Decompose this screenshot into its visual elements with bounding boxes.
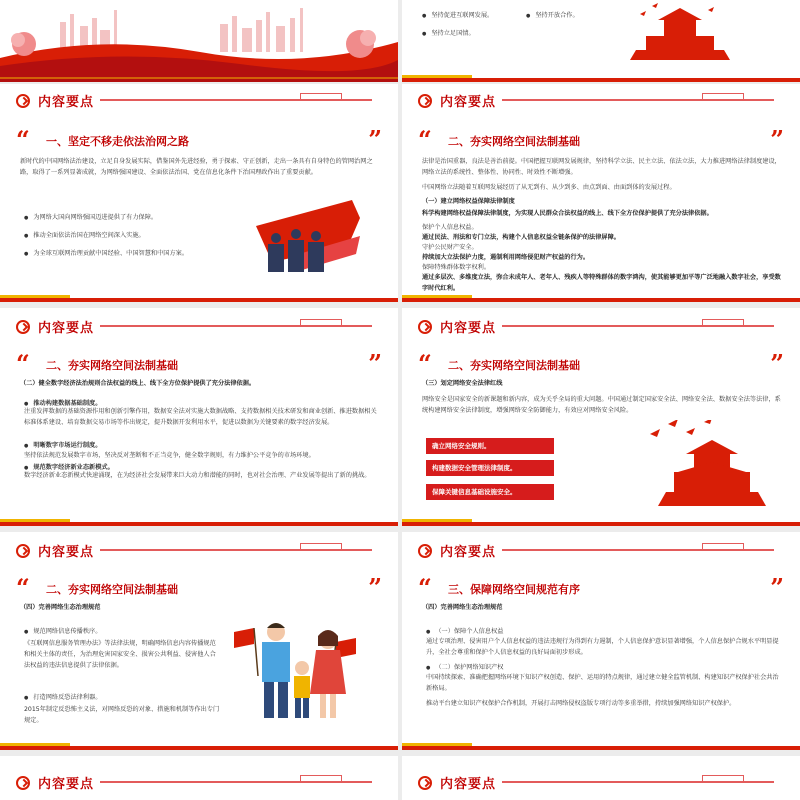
paragraph: 坚持依法规范发展数字市场，坚决反对垄断和不正当竞争，健全数字规则，有力维护公平竞争的市场环境。 [24, 452, 315, 459]
slide-bottom-left [0, 756, 398, 800]
paragraph: 科学构建网络权益保障法律制度，为实现人民群众合法权益的线上、线下全方位保护提供了充分法律依据。 [422, 210, 713, 217]
section-title: “ 三、保障网络空间规范有序 ” [418, 573, 784, 602]
footer-bar [402, 522, 800, 526]
quote-open-icon: “ [16, 125, 30, 154]
paragraph: 注重发挥数据的基础资源作用和创新引擎作用，数据安全法对实施大数据战略、支持数据相关技术研发和商业创新、推进数据相关标准体系建设、培育数据交易市场等作出规定，提升数据开发利用水平，促进以数据为关键要素的数字经济发展。 [24, 408, 377, 426]
list-item: ● 坚持促进互联网发展。 [422, 10, 493, 19]
list-item: ● （二）保护网络知识产权 [426, 662, 503, 671]
header-title: 内容要点 [38, 95, 95, 110]
slide-header [0, 538, 398, 564]
paragraph: 数字经济新业态新模式快速涌现，在为经济社会发展带来巨大动力和潜能的同时，也对社会治理、产业发展等提出了新的挑战。 [24, 472, 371, 479]
quote-close-icon: ” [770, 349, 784, 378]
chevron-circle-icon [16, 320, 30, 334]
paragraph: 《互联网信息服务管理办法》等法律法规，明确网络信息内容传播规范和相关主体的责任，为治理危害国家安全、损害公共利益、侵害他人合法权益的违法信息提供了法律依据。 [24, 640, 216, 669]
slide-3 [0, 308, 398, 526]
paragraph: 2015年制定反恐怖主义法，对网络反恐的对象、措施和机制等作出专门规定。 [24, 706, 220, 724]
list-item: ● 推动全面依法治国在网络空间深入实施。 [24, 230, 145, 239]
footer-bar [402, 746, 800, 750]
paragraph: 推动平台建立知识产权保护合作机制，开展打击网络侵权盗版专项行动等多重举措，持续加强网络知识产权保护。 [426, 700, 736, 707]
paragraph: 通过多层次、多维度立法，弥合未成年人、老年人、残疾人等特殊群体的数字鸿沟，使其能够更加平等广泛地融入数字社会，享受数字时代红利。 [422, 274, 781, 292]
section-title: “ 一、坚定不移走依法治网之路 ” [16, 125, 382, 154]
quote-open-icon: “ [418, 125, 432, 154]
section-title: “ 二、夯实网络空间法制基础 ” [16, 573, 382, 602]
paragraph: 中国持续探索、准确把握网络环境下知识产权创造、保护、运用的特点规律，通过建立健全监管机制、构建知识产权保护社会共治新格局。 [426, 674, 779, 692]
slide-4 [402, 308, 800, 526]
slide-header [0, 314, 398, 340]
list-item: ● 推动构建数据基础制度。 [24, 398, 101, 407]
footer-bar [0, 522, 398, 526]
city-skyline-banner [0, 0, 398, 82]
paragraph: 持续加大立法保护力度，遏制利用网络侵犯财产权益的行为。 [422, 254, 590, 261]
great-wall-decoration [502, 325, 774, 331]
tiananmen-doves-illustration [638, 420, 778, 510]
great-wall-decoration [100, 99, 372, 105]
quote-open-icon: “ [16, 349, 30, 378]
great-hall-illustration [620, 0, 740, 70]
footer-bar [402, 298, 800, 302]
slide-header [402, 770, 800, 796]
list-item: ● 坚持立足国情。 [422, 28, 475, 37]
paragraph: 新时代的中国网络法治建设，立足自身发展实际，借鉴国外先进经验，勇于探索、守正创新，走出一条具有自身特色的管网治网之路，取得了一系列显著成就，为网络强国建设、全面依法治国、党在信息化条件下治国理政作出了重要贡献。 [20, 158, 373, 176]
subheading: （二）健全数字经济法治规则合法权益的线上、线下全方位保护提供了充分法律依据。 [20, 380, 256, 387]
great-wall-decoration [100, 781, 372, 787]
great-wall-decoration [502, 549, 774, 555]
paragraph: 法律是治国重器，良法是善治前提。中国把握互联网发展规律，坚持科学立法、民主立法、依法立法，大力推进网络法律制度建设，网络立法的系统性、整体性、协同性、时效性不断增强。 [422, 158, 781, 176]
subheading: （四）完善网络生态治理规范 [20, 604, 101, 611]
paragraph: 通过专项治理、侵害用户个人信息权益的违法违规行为得到有力遏制，个人信息保护意识显著增强，个人信息保护合规水平明显提升，全社会尊重和保护个人信息权益的良好局面初步形成。 [426, 638, 779, 656]
chevron-circle-icon [418, 94, 432, 108]
list-item: ● 明晰数字市场运行制度。 [24, 440, 101, 449]
slide-top-right [402, 0, 800, 82]
topic-tag: 确立网络安全规则。 [426, 438, 554, 454]
slide-5 [0, 532, 398, 750]
great-wall-decoration [502, 781, 774, 787]
paragraph: 通过民法、刑法和专门立法，构建个人信息权益全链条保护的法律屏障。 [422, 234, 620, 241]
section-title: “ 二、夯实网络空间法制基础 ” [16, 349, 382, 378]
section-title: “ 二、夯实网络空间法制基础 ” [418, 125, 784, 154]
saluting-soldiers-illustration [252, 196, 362, 276]
list-item: ● 为全球互联网治理贡献中国经验、中国智慧和中国方案。 [24, 248, 188, 257]
list-item: ● 坚持开放合作。 [526, 10, 579, 19]
slide-6 [402, 532, 800, 750]
chevron-circle-icon [16, 544, 30, 558]
subheading: （四）完善网络生态治理规范 [422, 604, 503, 611]
header-title: 内容要点 [38, 321, 95, 336]
header-title: 内容要点 [440, 95, 497, 110]
great-wall-decoration [100, 549, 372, 555]
chevron-circle-icon [418, 776, 432, 790]
paragraph: 保障特殊群体数字权利。 [422, 264, 491, 271]
topic-tag: 构建数据安全管理法律制度。 [426, 460, 554, 476]
list-item: ● 规范数字经济新业态新模式。 [24, 462, 114, 471]
header-title: 内容要点 [38, 545, 95, 560]
quote-close-icon: ” [368, 349, 382, 378]
footer-bar [402, 78, 800, 82]
chevron-circle-icon [418, 544, 432, 558]
paragraph: 保护个人信息权益。 [422, 224, 478, 231]
family-with-flags-illustration [232, 616, 362, 726]
list-item: ● 为网络大国向网络强国迈进提供了有力保障。 [24, 212, 157, 221]
slide-bottom-right [402, 756, 800, 800]
chevron-circle-icon [16, 776, 30, 790]
header-title: 内容要点 [440, 321, 497, 336]
slide-top-left [0, 0, 398, 82]
header-title: 内容要点 [38, 777, 95, 792]
quote-close-icon: ” [368, 573, 382, 602]
list-item: ● （一）保障个人信息权益 [426, 626, 503, 635]
list-item: ● 打造网络反恐法律利器。 [24, 692, 101, 701]
slide-header [402, 314, 800, 340]
paragraph: 中国网络立法随着互联网发展经历了从无到有、从少到多、由点到面、由面到体的发展过程。 [422, 184, 676, 191]
footer-bar [0, 746, 398, 750]
quote-open-icon: “ [418, 349, 432, 378]
quote-open-icon: “ [16, 573, 30, 602]
chevron-circle-icon [16, 94, 30, 108]
great-wall-decoration [502, 99, 774, 105]
slide-header [0, 88, 398, 114]
slide-header [0, 770, 398, 796]
quote-close-icon: ” [770, 125, 784, 154]
list-item: ● 规范网络信息传播秩序。 [24, 626, 101, 635]
header-title: 内容要点 [440, 545, 497, 560]
footer-bar [0, 298, 398, 302]
subheading: （一）建立网络权益保障法律制度 [422, 198, 515, 205]
paragraph: 网络安全是国家安全的新课题和新内容，成为关乎全局的重大问题。中国通过制定国家安全法、网络安全法、数据安全法等法律，系统构建网络安全法律制度，增强网络安全防御能力，有效应对网络安全风险。 [422, 396, 781, 414]
slide-header [402, 538, 800, 564]
slide-2 [402, 84, 800, 302]
header-title: 内容要点 [440, 777, 497, 792]
section-title: “ 二、夯实网络空间法制基础 ” [418, 349, 784, 378]
paragraph: 守护公民财产安全。 [422, 244, 478, 251]
great-wall-decoration [100, 325, 372, 331]
subheading: （三）划定网络安全法律红线 [422, 380, 503, 387]
slide-header [402, 88, 800, 114]
slide-1 [0, 84, 398, 302]
quote-close-icon: ” [368, 125, 382, 154]
quote-open-icon: “ [418, 573, 432, 602]
topic-tag: 保障关键信息基础设施安全。 [426, 484, 554, 500]
chevron-circle-icon [418, 320, 432, 334]
quote-close-icon: ” [770, 573, 784, 602]
